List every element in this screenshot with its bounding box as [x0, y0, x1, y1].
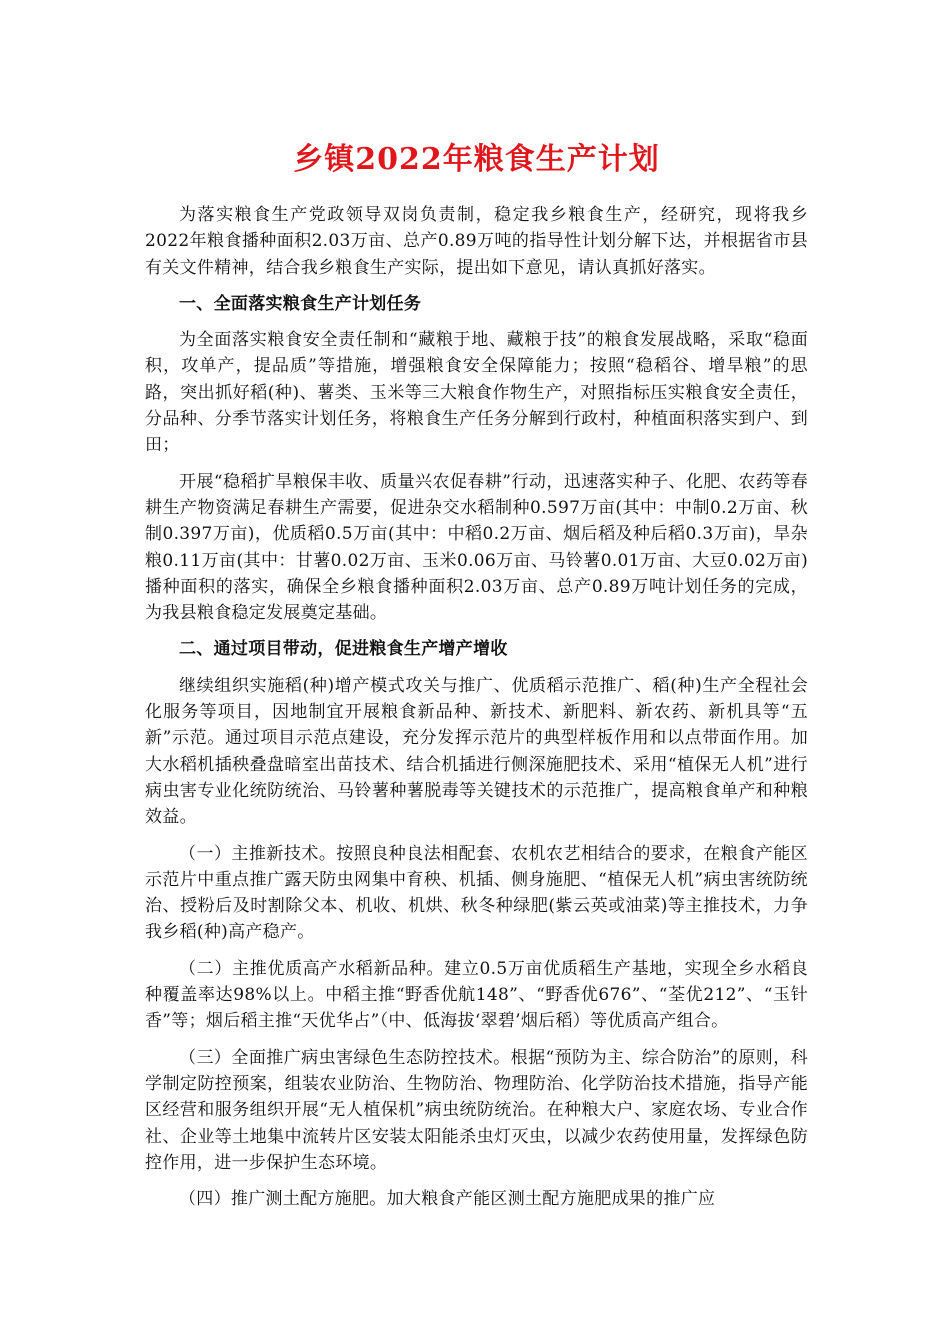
section-2-item-3: （三）全面推广病虫害绿色生态防控技术。根据“预防为主、综合防治”的原则，科学制定防控预案，组装农业防治、生物防治、物理防治、化学防治技术措施，指导产能区经营和服务组织开展“无人植保机”病虫统防统治。在种粮大户、家庭农场、专业合作社、企业等土地集中流转片区安装太阳能杀虫灯灭虫，以减少农药使用量，发挥绿色防控作用，进一步保护生态环境。 [145, 1047, 808, 1173]
section-1-paragraph-2: 开展“稳稻扩旱粮保丰收、质量兴农促春耕”行动，迅速落实种子、化肥、农药等春耕生产物资满足春耕生产需要，促进杂交水稻制种0.597万亩(其中：中制0.2万亩、秋制0.397万亩)，优质稻0.5万亩(其中：中稻0.2万亩、烟后稻及种后稻0.3万亩)，旱杂粮0.11万亩(其中：甘薯0.02万亩、玉米0.06万亩、马铃薯0.01万亩、大豆0.02万亩)播种面积的落实，确保全乡粮食播种面积2.03万亩、总产0.89万吨计划任务的完成，为我县粮食稳定发展奠定基础。 [145, 471, 808, 624]
section-1-heading: 一、全面落实粮食生产计划任务 [179, 293, 422, 314]
section-2-heading: 二、通过项目带动，促进粮食生产增产增收 [179, 639, 508, 660]
section-1-paragraph-1: 为全面落实粮食安全责任制和“藏粮于地、藏粮于技”的粮食发展战略，采取“稳面积，攻单产，提品质”等措施，增强粮食安全保障能力；按照“稳稻谷、增旱粮”的思路，突出抓好稻(种)、薯类、玉米等三大粮食作物生产，对照指标压实粮食安全责任，分品种、分季节落实计划任务，将粮食生产任务分解到行政村，种植面积落实到户、到田； [145, 330, 808, 456]
section-2-paragraph-1: 继续组织实施稻(种)增产模式攻关与推广、优质稻示范推广、稻(种)生产全程社会化服务等项目，因地制宜开展粮食新品种、新技术、新肥料、新农药、新机具等“五新”示范。通过项目示范点建设，充分发挥示范片的典型样板作用和以点带面作用。加大水稻机插秧叠盘暗室出苗技术、结合机插进行侧深施肥技术、采用“植保无人机”进行病虫害专业化统防统治、马铃薯种薯脱毒等关键技术的示范推广，提高粮食单产和种粮效益。 [145, 675, 808, 828]
section-2-item-4: （四）推广测土配方施肥。加大粮食产能区测土配方施肥成果的推广应 [179, 1189, 716, 1210]
section-2-item-2: （二）主推优质高产水稻新品种。建立0.5万亩优质稻生产基地，实现全乡水稻良种覆盖率达98%以上。中稻主推“野香优航148”、“野香优676”、“荃优212”、“玉针香”等；烟后稻主推“天优华占”（中、低海拔‘翠碧’烟后稻）等优质高产组合。 [145, 958, 808, 1032]
document-title: 乡镇2022年粮食生产计划 [293, 142, 660, 177]
intro-paragraph: 为落实粮食生产党政领导双岗负责制，稳定我乡粮食生产，经研究，现将我乡2022年粮食播种面积2.03万亩、总产0.89万吨的指导性计划分解下达，并根据省市县有关文件精神，结合我乡粮食生产实际，提出如下意见，请认真抓好落实。 [145, 205, 808, 278]
section-2-item-1: （一）主推新技术。按照良种良法相配套、农机农艺相结合的要求，在粮食产能区示范片中重点推广露天防虫网集中育秧、机插、侧身施肥、“植保无人机”病虫害统防统治、授粉后及时割除父本、机收、机烘、秋冬种绿肥(紫云英或油菜)等主推技术，力争我乡稻(种)高产稳产。 [145, 843, 808, 943]
